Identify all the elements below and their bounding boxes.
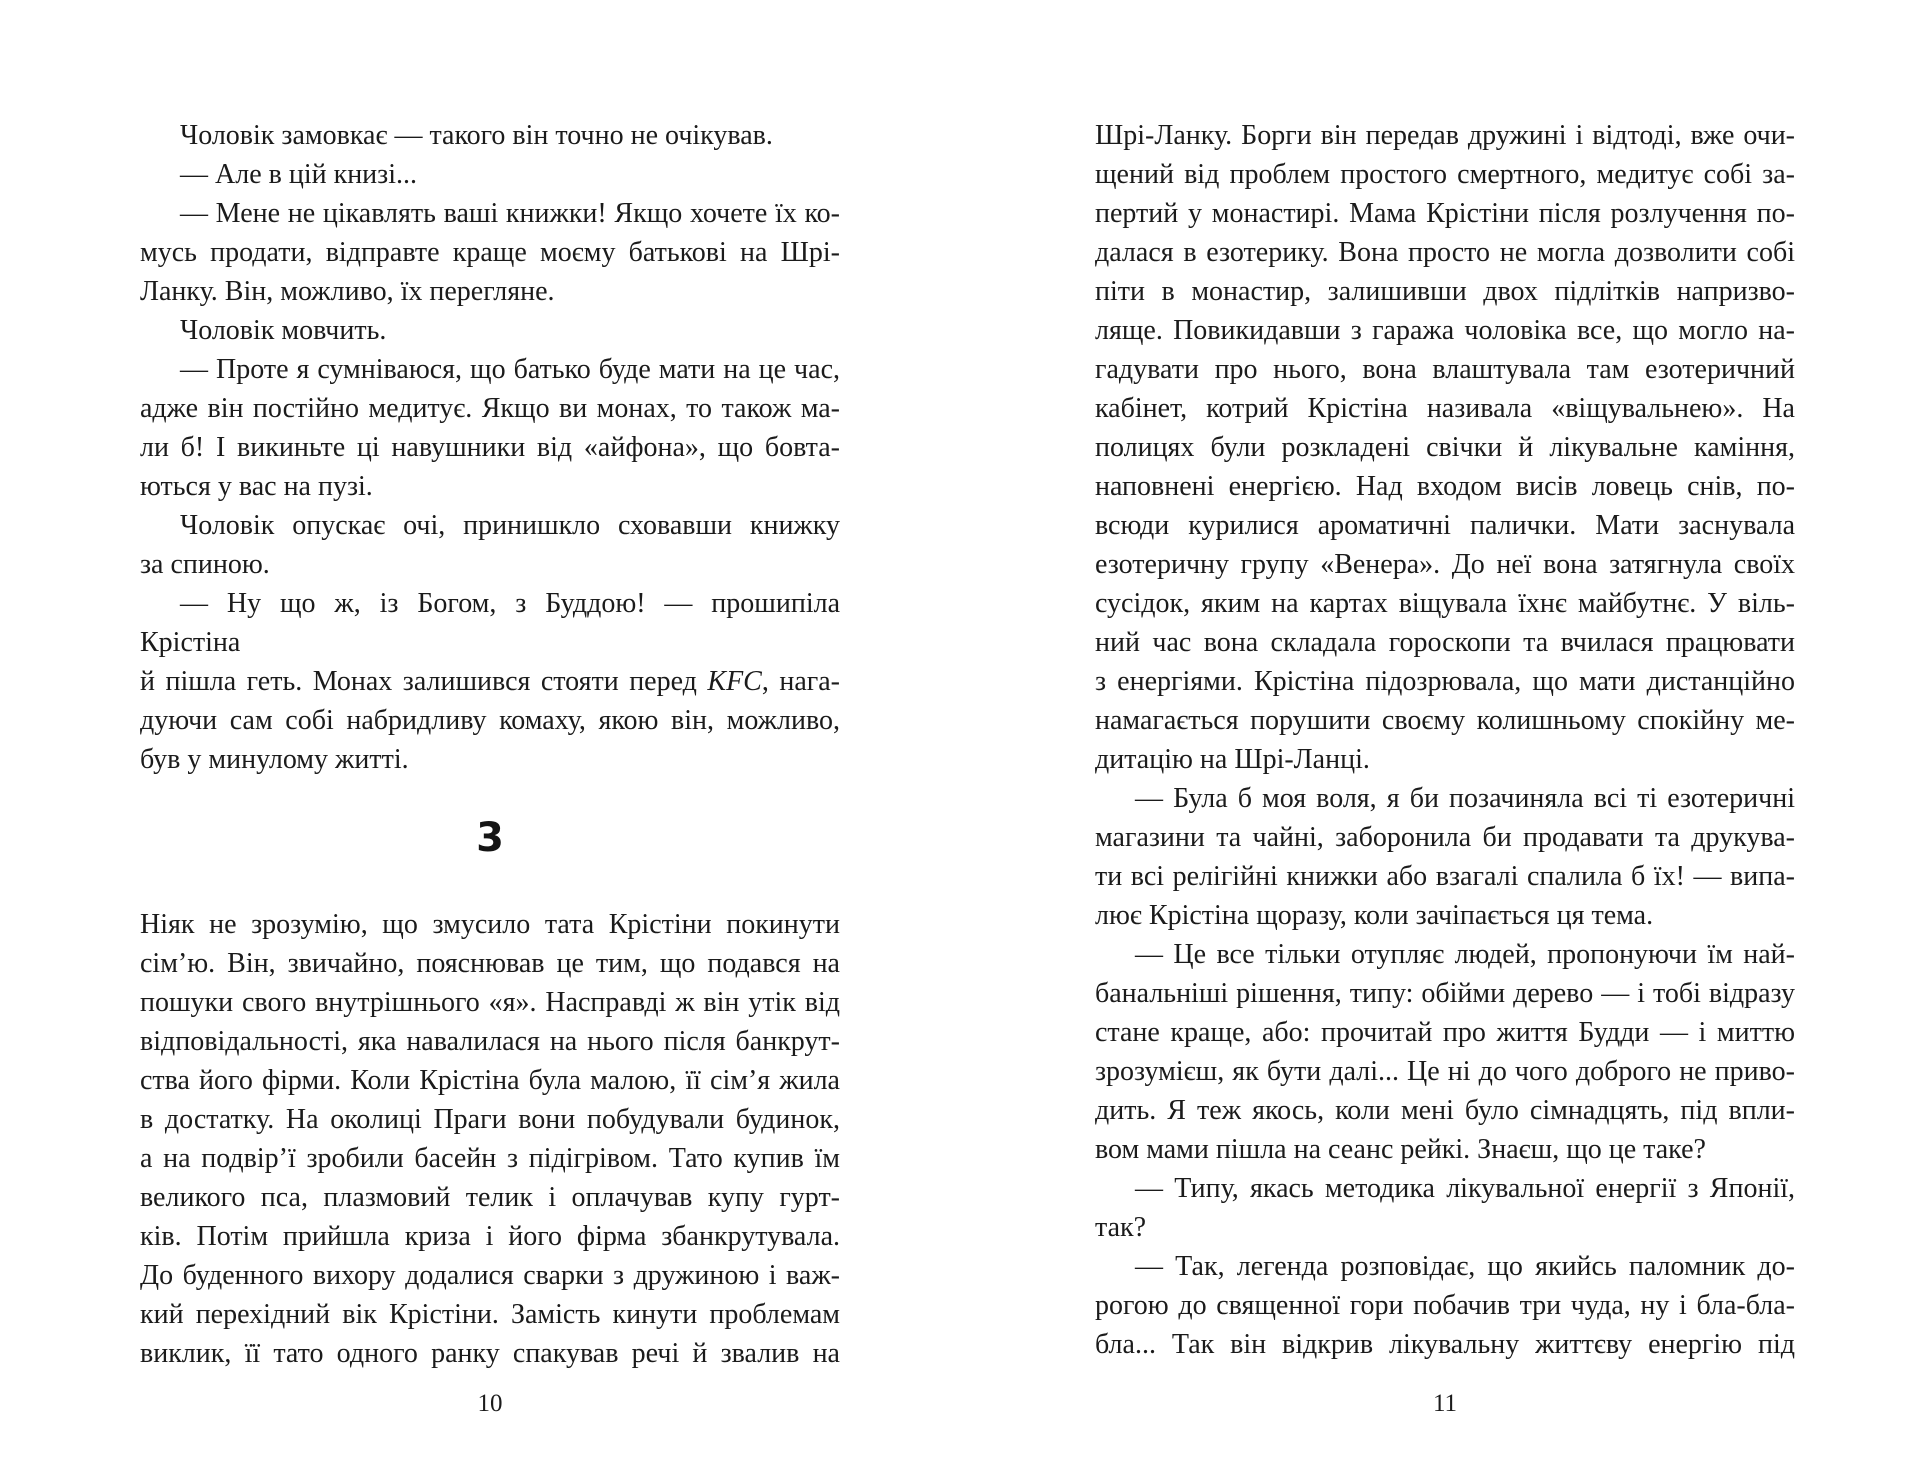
text-line: Чоловік опускає очі, принишкло сховавши книжку [180, 510, 840, 541]
text-line: ються у вас на пузі. [140, 471, 373, 502]
text-line: сім’ю. Він, звичайно, пояснював це тим, що подався на [140, 948, 840, 979]
text-line: Шрі-Ланку. Борги він передав дружині і відтоді, вже очи- [1095, 120, 1795, 151]
text-line: далася в езотерику. Вона просто не могла дозволити собі [1095, 237, 1795, 268]
text-line: великого пса, плазмовий телик і оплачував купу гурт- [140, 1182, 840, 1213]
text-line: з енергіями. Крістіна підозрювала, що мати дистанційно [1095, 666, 1795, 697]
text-line: наповнені енергією. Над входом висів ловець снів, по- [1095, 471, 1795, 502]
text-line: адже він постійно медитує. Якщо ви монах, то також ма- [140, 393, 840, 424]
text-line: — Типу, якась методика лікувальної енергії з Японії, [1135, 1173, 1795, 1204]
text-line: езотеричну групу «Венера». До неї вона затягнула своїх [1095, 549, 1795, 580]
text-line: ли б! І викиньте ці навушники від «айфона», що бовта- [140, 432, 840, 463]
text-line: рогою до священної гори побачив три чуда, ну і бла-бла- [1095, 1290, 1795, 1321]
text-line: сусідок, яким на картах віщувала їхнє майбутнє. У віль- [1095, 588, 1795, 619]
book-page-right [1095, 0, 1795, 1476]
text-line: бла... Так він відкрив лікувальну життєву енергію під [1095, 1329, 1795, 1360]
text-block [1095, 116, 1795, 1364]
text-line: пошуки свого внутрішнього «я». Насправді ж він утік від [140, 987, 840, 1018]
text-line: банальніші рішення, типу: обійми дерево — і тобі відразу [1095, 978, 1795, 1009]
text-line: кий перехідний вік Крістіни. Замість кинути проблемам [140, 1299, 840, 1330]
book-page-left [140, 0, 840, 1476]
text-line: всюди курилися ароматичні палички. Мати заснувала [1095, 510, 1795, 541]
text-line: а на подвір’ї зробили басейн з підігрівом. Тато купив їм [140, 1143, 840, 1174]
text-line: — Проте я сумніваюся, що батько буде мати на це час, [180, 354, 840, 385]
text-line: виклик, її тато одного ранку спакував речі й звалив на [140, 1338, 840, 1369]
text-line: вом мами пішла на сеанс рейкі. Знаєш, що це таке? [1095, 1134, 1706, 1165]
text-line: Ланку. Він, можливо, їх перегляне. [140, 276, 555, 307]
text-line: До буденного вихору додалися сварки з дружиною і важ- [140, 1260, 840, 1291]
text-line: дить. Я теж якось, коли мені було сімнадцять, під впли- [1095, 1095, 1795, 1126]
text-line: магазини та чайні, заборонила би продавати та друкува- [1095, 822, 1795, 853]
text-line: — Була б моя воля, я би позачиняла всі ті езотеричні [1135, 783, 1795, 814]
text-line: гадувати про нього, вона влаштувала там езотеричний [1095, 354, 1795, 385]
text-line: щений від проблем простого смертного, медитує собі за- [1095, 159, 1795, 190]
text-line: за спиною. [140, 549, 270, 580]
text-line: зрозумієш, як бути далі... Це ні до чого доброго не приво- [1095, 1056, 1795, 1087]
text-block [140, 116, 840, 1373]
text-line: піти в монастир, залишивши двох підлітків напризво- [1095, 276, 1795, 307]
text-line: дуючи сам собі набридливу комаху, якою він, можливо, [140, 705, 840, 736]
chapter-number-heading: 3 [476, 815, 504, 861]
text-line: Ніяк не зрозумію, що змусило тата Крістіни покинути [140, 909, 840, 940]
text-line: мусь продати, відправте краще моєму батькові на Шрі- [140, 237, 840, 268]
text-line: лює Крістіна щоразу, коли зачіпається ця тема. [1095, 900, 1654, 931]
text-line: Чоловік мовчить. [180, 315, 387, 346]
text-line: пертий у монастирі. Мама Крістіни після розлучення по- [1095, 198, 1795, 229]
text-line: ляще. Повикидавши з гаража чоловіка все, що могло на- [1095, 315, 1795, 346]
text-line: — Це все тільки отупляє людей, пропонуючи їм най- [1135, 939, 1795, 970]
text-line: ків. Потім прийшла криза і його фірма збанкрутувала. [140, 1221, 840, 1252]
text-line: ства його фірми. Коли Крістіна була малою, її сім’я жила [140, 1065, 840, 1096]
text-line: кабінет, котрий Крістіна називала «віщувальнею». На [1095, 393, 1795, 424]
text-line: стане краще, або: прочитай про життя Будди — і миттю [1095, 1017, 1795, 1048]
text-line: дитацію на Шрі-Ланці. [1095, 744, 1370, 775]
text-line: ти всі релігійні книжки або взагалі спалила б їх! — випа- [1095, 861, 1795, 892]
text-line: був у минулому житті. [140, 744, 409, 775]
page-number: 11 [1432, 1390, 1458, 1417]
text-line: Чоловік замовкає — такого він точно не очікував. [180, 120, 773, 151]
text-line: — Так, легенда розповідає, що якийсь паломник до- [1135, 1251, 1795, 1282]
text-line: — Ну що ж, із Богом, з Буддою! — прошипіла Крістіна [140, 588, 840, 658]
text-line: ний час вона складала гороскопи та вчилася працювати [1095, 627, 1795, 658]
text-line: в достатку. На околиці Праги вони побудували будинок, [140, 1104, 840, 1135]
text-line: намагається порушити своєму колишньому спокійну ме- [1095, 705, 1795, 736]
text-line: відповідальності, яка навалилася на нього після банкрут- [140, 1026, 840, 1057]
text-line: так? [1095, 1212, 1147, 1243]
text-line: — Мене не цікавлять ваші книжки! Якщо хочете їх ко- [180, 198, 840, 229]
page-number: 10 [477, 1390, 503, 1417]
text-line: — Але в цій книзі... [180, 159, 418, 190]
text-line: полицях були розкладені свічки й лікувальне каміння, [1095, 432, 1795, 463]
text-line: й пішла геть. Монах залишився стояти перед KFC, нага- [140, 666, 841, 697]
